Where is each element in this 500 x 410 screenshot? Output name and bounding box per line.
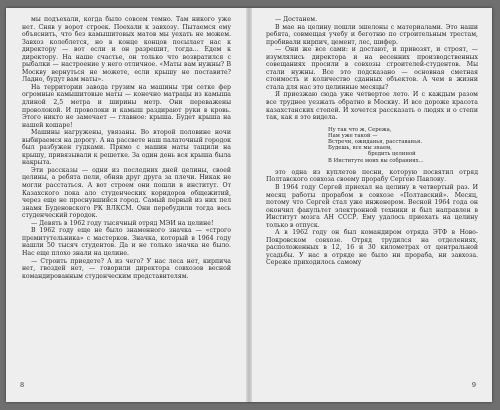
page-number: 8 xyxy=(20,381,25,389)
paragraph: — Они же все сами: и достают, и привозят, и строят, — изумлялись директора и на весенних производственных совещаниях просили в совхозы строителей-студентов. Мы стали нужны. Все это подсказано — основная сметная стоимость и количество сданных объектов. А чем в жизни стала для нас это целинные месяцы? xyxy=(266,46,478,91)
paragraph: В 1962 году еще не было знаменного значка — «строго премитутельника» с мастерков. Значка, который в 1964 году нашли 50 тысяч студентов. Да и не только значка не было. Нас еще плохо знали на целине. xyxy=(22,227,231,257)
paragraph: На территории завода грузим на машины три сетке фер огромные камышитовые маты — конечно матрацы из камыша длиной 2,5 метра и ширины метр. Они переважены проволокой. И проволоки и камыш раздирают руки в кровь. Этого никто не замечает — главное: крыша. Будет крыша на нашей кошаре! xyxy=(22,83,231,129)
paragraph: — Строить приедете? А из чего? У нас леса нет, кирпича нет, гвоздей нет, — говорили директора совхозов весной командированным студенческим представителям. xyxy=(22,257,231,280)
left-page-text xyxy=(22,16,231,280)
paragraph: — Девять в 1962 году тысячный отряд МЭИ на целине! xyxy=(31,219,214,227)
paragraph: Машины нагружены, увязаны. Во второй половине ночи выбираемся на дорогу. А на рассвете наш палаточный городок был разбужен гудками. Прямо с машин маты тащили на крышу, привязывали к решетке. За один день вся крыша была накрыта. xyxy=(22,129,231,167)
poem-quote xyxy=(328,127,478,164)
right-page xyxy=(252,8,492,402)
poem-line: В Институте моих вы собраниях... xyxy=(328,157,424,164)
open-book-scan xyxy=(6,8,492,402)
poem-line: Встречи, ожиданья, расставанья. xyxy=(328,139,422,146)
right-page-text xyxy=(266,16,478,267)
paragraph: мы подъехали, когда было совсем темно. Там никого уже нет. Сняв у ворот строек. Поехали к завхозу. Пытаемся ему объяснить, что без камышитовых матов мы уехать не можем. Завхоз колеблется, но в конце концов посылает нас к директору — вот если и он разрешит, тогда... Едем к директору. На наше счастье, он только что возвратился с рыбалки — настроение у него отличное. «Маты вам нужны? В Москву вернуться не можете, если крышу не поставите? Ладно, будут вам маты». xyxy=(22,16,231,84)
page-number: 9 xyxy=(471,381,476,389)
paragraph: А в 1962 году он был командиром отряда ЭТФ в Ново-Покровском совхозе. Отряд трудился на отделениях, расположенных в 12, 16 и 30 километрах от центральной усадьбы. У нас в отряде не было ни прораба, ни завхоза. Сереже приходилось самому xyxy=(266,229,478,267)
poem-line: Будешь, все мы знаем, xyxy=(328,145,392,152)
paragraph: — Достанем. xyxy=(275,16,318,23)
paragraph: Эти рассказы — одни из последних дней целины, своей целины, а ребята пели, обняв друг друга за плечи. Никак не могли расстаться. А вот строем они пошли в институт. От Казахского пока ало студенческих коридоров общежитий, через еще не проснувшийся город. Самый первый из них пел знамя Буденовского РК ВЛКСМ. Они перебудили тогда весь студенческий городок. xyxy=(22,166,231,220)
poem-line: Ну так что ж, Сережа, xyxy=(328,126,392,133)
paragraph: это одна из куплетов песни, которую посвятил отряд Полтавского совхоза своему прорабу Сергею Павлову. xyxy=(266,168,478,184)
paragraph: Я приезжаю сюда уже четвертое лето. И с каждым разом все труднее уезжать обратно в Москву. И все дороже красота казахстанских степей. И хочется рассказать о людях и о степи так, как я это видела. xyxy=(266,91,478,122)
paragraph: В 1964 году Сергей приехал на целину в четвертый раз. И месяц работы прорабом в совхозе «Полтавский». Месяц, потому что Сергей стал уже инженером. Весной 1964 года он окончил факультет электронной техники и был направлен в Институт мозга АН СССР. Ему удалось приехать на целину только в отпуск. xyxy=(266,183,478,229)
paragraph: В мае на целину пошли эшелоны с материалами. Это наши ребята, совмещая учебу и беготню по строительным трестам, пробивали кирпич, цемент, лес, шифер. xyxy=(266,23,478,46)
left-page xyxy=(6,8,246,402)
poem-line: Нам уже такой — xyxy=(328,132,378,139)
poem-line: бредить целиной xyxy=(368,151,416,158)
